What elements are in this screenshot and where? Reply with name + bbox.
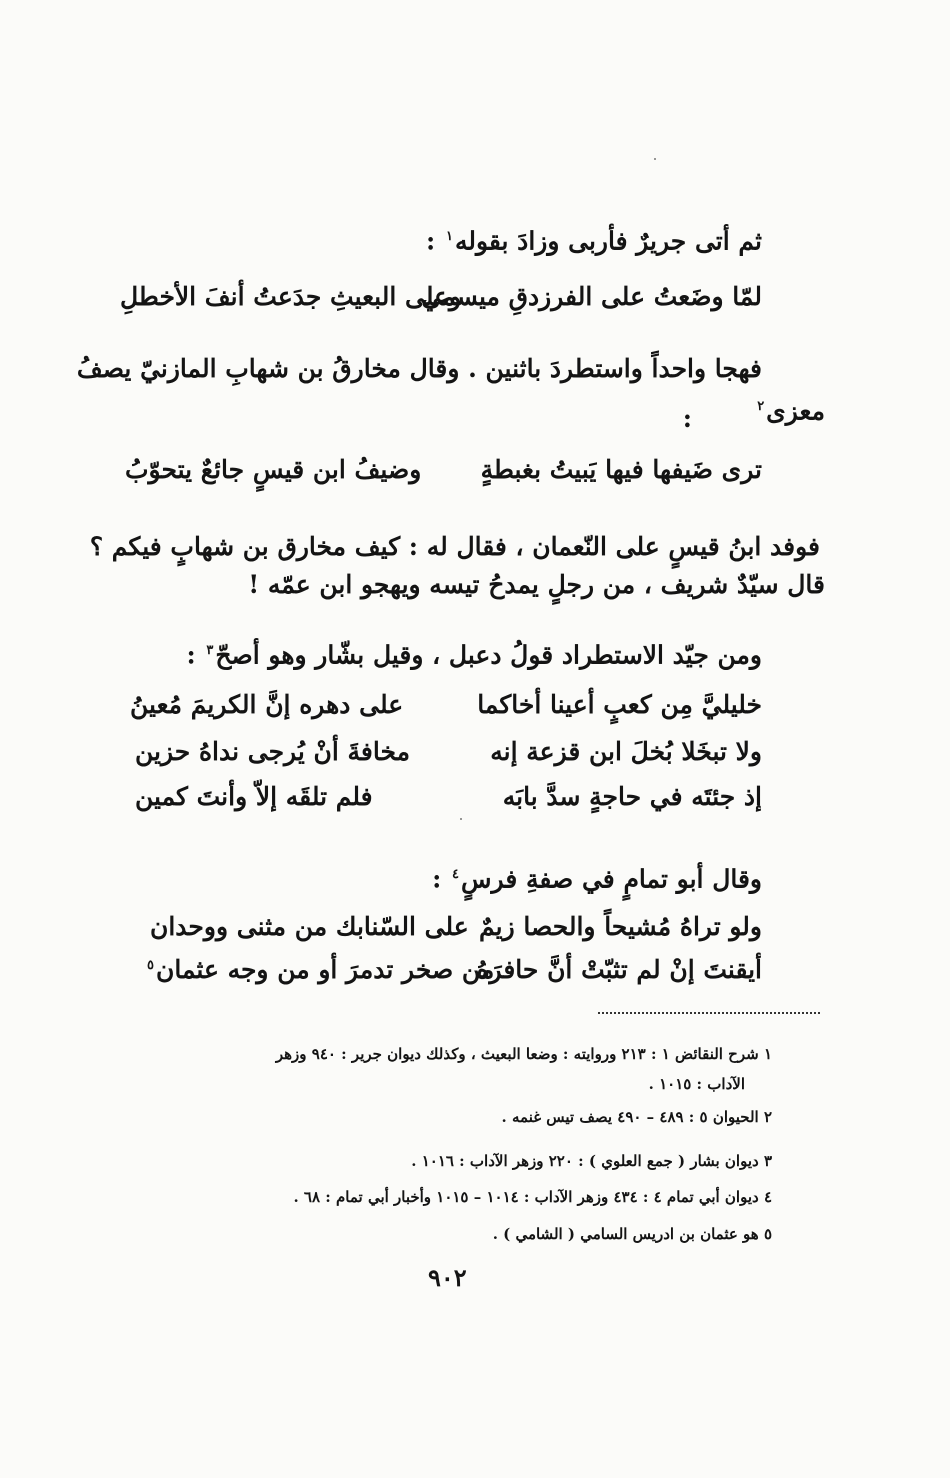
footnote-3: ٣ ديوان بشار ( جمع العلوي ) : ٢٢٠ وزهر الآداب : ١٠١٦ . xyxy=(411,1152,772,1170)
verse2-second-hemistich: وضيفُ ابن قيسٍ جائعٌ يتحوّبُ xyxy=(125,455,422,484)
footnote-marker-2: ٢ xyxy=(757,399,765,414)
poem2-line1-second: على السّنابك من مثنى ووحدان xyxy=(150,912,469,941)
para5-line xyxy=(432,856,762,898)
verse2-first-hemistich: ترى ضَيفها فيها يَبيتُ بغبطةٍ xyxy=(480,455,762,484)
footnote-marker-1: ١ xyxy=(445,229,453,244)
scan-speck xyxy=(654,158,656,160)
page-number: ٩٠٢ xyxy=(428,1263,467,1292)
poem1-line2-second: مخافةَ أنْ يُرجى نداهُ حزين xyxy=(135,737,411,766)
verse1-first-hemistich: لمّا وضَعتُ على الفرزدقِ ميسمي xyxy=(421,282,762,311)
poem1-line3-first: إذ جئتَه في حاجةٍ سدَّ بابَه xyxy=(502,782,762,811)
footnote-separator xyxy=(598,1012,820,1014)
footnote-marker-4: ٤ xyxy=(452,867,460,882)
para4-text: ومن جيّد الاستطراد قولُ دعبل ، وقيل بشّار وهو أصحّ xyxy=(215,640,762,670)
verse1-second-hemistich: وعلى البعيثِ جدَعتُ أنفَ الأخطلِ xyxy=(120,282,462,311)
scan-speck xyxy=(460,818,462,820)
para2-line1: فهجا واحداً واستطردَ باثنين . وقال مخارقُ بن شهابِ المازنيّ يصفُ xyxy=(76,354,762,383)
para2-line2 xyxy=(755,388,825,430)
intro-text: ثم أتى جريرٌ فأربى وزادَ بقوله xyxy=(454,226,762,256)
poem1-line2-first: ولا تبخَلا بُخلَ ابن قزعة إنه xyxy=(490,737,762,766)
para3-line1: فوفد ابنُ قيسٍ على النّعمان ، فقال له : كيف مخارق بن شهابٍ فيكم ؟ xyxy=(89,532,820,561)
footnote-2: ٢ الحيوان ٥ : ٤٨٩ – ٤٩٠ يصف تيس غنمه . xyxy=(501,1108,772,1126)
poem2-line2-first: أيقنتَ إنْ لم تثبّتْ أنَّ حافرَهُ xyxy=(476,955,762,984)
poem2-line2-second xyxy=(145,955,494,984)
poem1-line1-second: على دهره إنَّ الكريمَ مُعينُ xyxy=(130,690,404,719)
poem1-line3-second: فلم تلقَه إلاّ وأنتَ كمين xyxy=(135,782,373,811)
footnote-marker-5: ٥ xyxy=(147,957,154,973)
poem2-line1-first: ولو تراهُ مُشيحاً والحصا زيمٌ xyxy=(479,912,762,941)
para3-line2: قال سيّدٌ شريف ، من رجلٍ يمدحُ تيسه ويهجو ابن عمّه ! xyxy=(248,570,825,599)
poem1-line1-first: خليليَّ مِن كعبٍ أعينا أخاكما xyxy=(477,690,762,719)
footnote-1-continuation: الآداب : ١٠١٥ . xyxy=(648,1075,745,1093)
footnote-5: ٥ هو عثمان بن ادريس السامي ( الشامي ) . xyxy=(492,1225,772,1243)
poem2-line2-second-text: من صخر تدمرَ أو من وجه عثمان xyxy=(155,955,495,984)
para5-text: وقال أبو تمامٍ في صفةِ فرسٍ xyxy=(461,864,762,894)
intro-colon: : xyxy=(426,226,436,256)
footnote-marker-3: ٣ xyxy=(206,643,214,658)
para4-line xyxy=(186,632,762,674)
footnote-1: ١ شرح النقائض ١ : ٢١٣ وروايته : وضعا البعيث ، وكذلك ديوان جرير : ٩٤٠ وزهر xyxy=(275,1045,772,1063)
para2-word: معزى xyxy=(766,396,825,426)
para2-colon: : xyxy=(682,404,692,433)
para5-colon: : xyxy=(432,864,442,894)
intro-line xyxy=(426,218,762,260)
footnote-4: ٤ ديوان أبي تمام ٤ : ٤٣٤ وزهر الآداب : ١٠١٤ – ١٠١٥ وأخبار أبي تمام : ٦٨ . xyxy=(293,1188,772,1206)
para4-colon: : xyxy=(186,640,196,670)
